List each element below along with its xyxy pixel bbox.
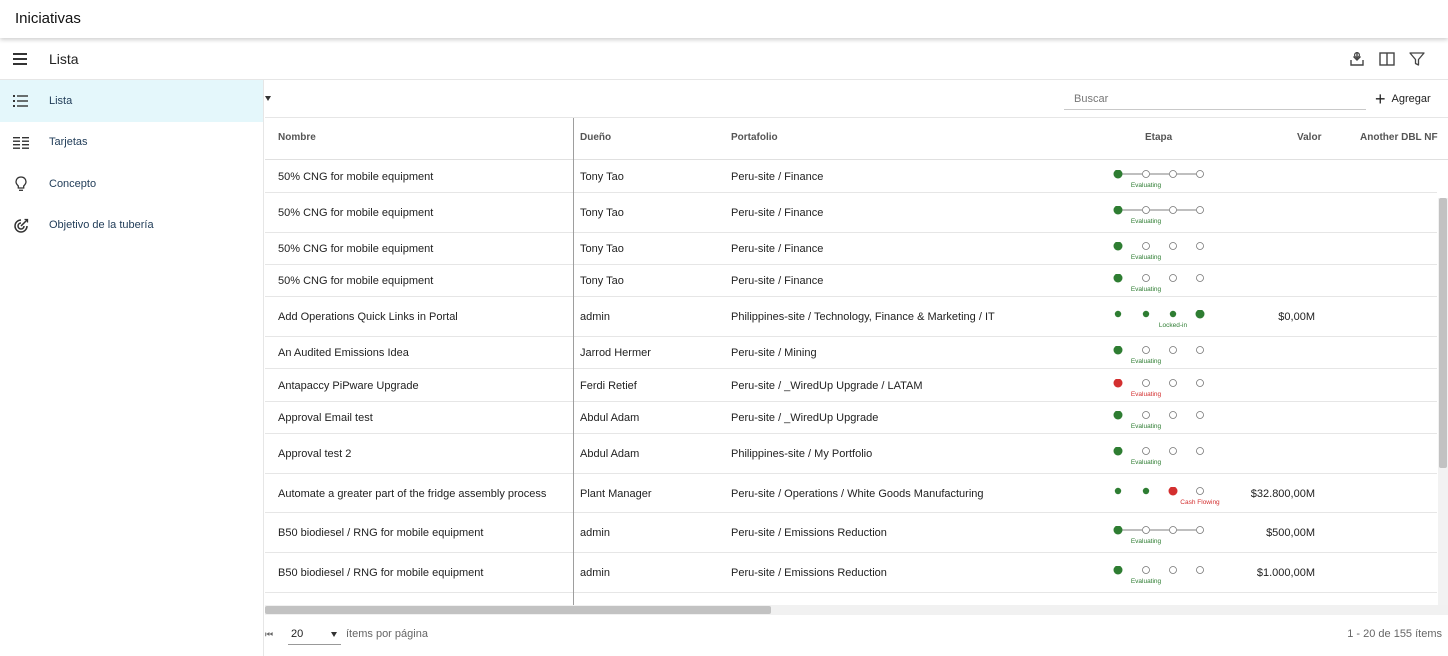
stage-dot bbox=[1143, 207, 1150, 214]
stage-dot bbox=[1197, 207, 1204, 214]
stage-dot bbox=[1197, 527, 1204, 534]
cell-portfolio: Peru-site / _WiredUp Upgrade bbox=[731, 412, 879, 424]
cell-portfolio: Peru-site / _WiredUp Upgrade / LATAM bbox=[731, 380, 923, 392]
stage-dot bbox=[1143, 412, 1150, 419]
sidebar-item-tarjetas[interactable] bbox=[0, 122, 263, 164]
stage-label: Evaluating bbox=[1130, 182, 1162, 189]
first-page-icon[interactable]: ⏮ bbox=[265, 629, 274, 639]
cell-portfolio: Peru-site / Emissions Reduction bbox=[731, 567, 887, 579]
columns-icon[interactable] bbox=[1377, 49, 1397, 69]
cell-name: 50% CNG for mobile equipment bbox=[278, 207, 434, 219]
stage-tracker bbox=[1109, 411, 1209, 431]
stage-tracker bbox=[1109, 310, 1209, 330]
grid-header bbox=[265, 118, 1448, 160]
stage-dot bbox=[1170, 347, 1177, 354]
cell-portfolio: Peru-site / Finance bbox=[731, 243, 824, 255]
cell-name: 50% CNG for mobile equipment bbox=[278, 275, 434, 287]
stage-dot bbox=[1143, 567, 1150, 574]
stage-dot bbox=[1196, 310, 1205, 319]
app-title: Iniciativas bbox=[15, 10, 81, 27]
sidebar-item-label: Lista bbox=[49, 94, 73, 107]
stage-dot bbox=[1114, 566, 1123, 575]
stage-dot bbox=[1143, 347, 1150, 354]
cell-owner: Tony Tao bbox=[580, 243, 624, 255]
stage-tracker bbox=[1109, 487, 1220, 507]
table-row[interactable] bbox=[265, 233, 1437, 265]
table-row[interactable] bbox=[265, 265, 1437, 297]
table-row[interactable] bbox=[265, 193, 1437, 233]
stage-label: Evaluating bbox=[1130, 218, 1162, 225]
cell-name: Automate a greater part of the fridge assembly process bbox=[278, 488, 547, 500]
cell-owner: Tony Tao bbox=[580, 207, 624, 219]
table-row[interactable] bbox=[265, 434, 1437, 474]
cell-owner: Tony Tao bbox=[580, 275, 624, 287]
table-row[interactable] bbox=[265, 553, 1437, 593]
target-icon bbox=[12, 217, 30, 235]
cell-value: $1.000,00M bbox=[1256, 567, 1315, 579]
search-row bbox=[265, 80, 1448, 118]
table-row[interactable] bbox=[265, 369, 1437, 402]
cards-icon bbox=[12, 134, 30, 152]
horizontal-scrollbar-thumb[interactable] bbox=[265, 606, 771, 614]
column-header-owner[interactable]: Dueño bbox=[580, 132, 612, 143]
cell-owner: Jarrod Hermer bbox=[580, 347, 651, 359]
page-title: Lista bbox=[49, 51, 79, 67]
stage-dot bbox=[1114, 274, 1123, 283]
stage-dot bbox=[1143, 275, 1150, 282]
stage-dot bbox=[1169, 487, 1178, 496]
cell-owner: Plant Manager bbox=[580, 488, 652, 500]
stage-dot bbox=[1170, 527, 1177, 534]
stage-dot bbox=[1170, 448, 1177, 455]
main-content bbox=[265, 80, 1448, 656]
horizontal-scrollbar[interactable] bbox=[265, 605, 1448, 615]
table-row[interactable] bbox=[265, 160, 1437, 193]
cell-value: $32.800,00M bbox=[1250, 488, 1315, 500]
toolbar bbox=[0, 38, 1448, 80]
cell-owner: Ferdi Retief bbox=[580, 380, 637, 392]
stage-tracker bbox=[1109, 379, 1209, 399]
stage-dot bbox=[1197, 171, 1204, 178]
stage-dot bbox=[1197, 412, 1204, 419]
stage-dot bbox=[1197, 567, 1204, 574]
stage-dot bbox=[1170, 380, 1177, 387]
stage-dot bbox=[1114, 447, 1123, 456]
table-row[interactable] bbox=[265, 297, 1437, 337]
stage-dot bbox=[1143, 311, 1149, 317]
page-range-label: 1 - 20 de 155 ítems bbox=[1347, 628, 1442, 640]
cell-name: B50 biodiesel / RNG for mobile equipment bbox=[278, 527, 484, 539]
cell-name: B50 biodiesel / RNG for mobile equipment bbox=[278, 567, 484, 579]
paginator bbox=[265, 615, 1448, 656]
cell-portfolio: Peru-site / Finance bbox=[731, 207, 824, 219]
stage-dot bbox=[1114, 526, 1123, 535]
stage-dot bbox=[1143, 380, 1150, 387]
table-row[interactable] bbox=[265, 474, 1437, 513]
stage-dot bbox=[1170, 207, 1177, 214]
add-button-label: Agregar bbox=[1391, 93, 1431, 105]
column-header-stage[interactable]: Etapa bbox=[1145, 132, 1173, 143]
stage-dot bbox=[1114, 206, 1123, 215]
stage-tracker bbox=[1109, 170, 1209, 190]
vertical-scrollbar[interactable] bbox=[1438, 198, 1448, 605]
page-size-select[interactable] bbox=[288, 623, 341, 645]
page-size-value: 20 bbox=[291, 628, 304, 640]
cell-owner: Abdul Adam bbox=[580, 448, 640, 460]
stage-dot bbox=[1170, 311, 1176, 317]
cell-owner: admin bbox=[580, 527, 610, 539]
stage-dot bbox=[1170, 275, 1177, 282]
stage-dot bbox=[1143, 171, 1150, 178]
stage-tracker bbox=[1109, 206, 1209, 226]
filter-icon[interactable] bbox=[1407, 49, 1427, 69]
stage-dot bbox=[1197, 448, 1204, 455]
sidebar bbox=[0, 80, 264, 656]
table-row[interactable] bbox=[265, 337, 1437, 369]
column-header-portfolio[interactable]: Portafolio bbox=[731, 132, 778, 143]
stage-dot bbox=[1114, 411, 1123, 420]
stage-dot bbox=[1197, 275, 1204, 282]
stage-label: Evaluating bbox=[1130, 423, 1162, 430]
caret-down-icon[interactable] bbox=[265, 96, 271, 101]
stage-tracker bbox=[1109, 566, 1209, 586]
stage-label: Evaluating bbox=[1130, 538, 1162, 545]
cell-portfolio: Peru-site / Finance bbox=[731, 275, 824, 287]
sidebar-item-objetivo[interactable] bbox=[0, 205, 263, 247]
cell-name: Approval Email test bbox=[278, 412, 373, 424]
stage-dot bbox=[1197, 488, 1204, 495]
column-header-value[interactable]: Valor bbox=[1297, 132, 1322, 143]
stage-dot bbox=[1143, 527, 1150, 534]
export-icon[interactable] bbox=[1347, 49, 1367, 69]
stage-label: Cash Flowing bbox=[1180, 499, 1220, 506]
vertical-scrollbar-thumb[interactable] bbox=[1439, 198, 1447, 468]
caret-down-icon bbox=[331, 632, 337, 637]
stage-dot bbox=[1143, 243, 1150, 250]
cell-portfolio: Philippines-site / My Portfolio bbox=[731, 448, 873, 460]
cell-portfolio: Peru-site / Operations / White Goods Manufacturing bbox=[731, 488, 984, 500]
app-header bbox=[0, 0, 1448, 38]
menu-icon[interactable] bbox=[10, 49, 30, 69]
column-header-extra[interactable]: Another DBL NF bbox=[1360, 132, 1438, 143]
stage-dot bbox=[1170, 567, 1177, 574]
stage-dot bbox=[1115, 311, 1121, 317]
stage-dot bbox=[1170, 171, 1177, 178]
stage-tracker bbox=[1109, 274, 1209, 294]
cell-name: An Audited Emissions Idea bbox=[278, 347, 409, 359]
stage-dot bbox=[1197, 380, 1204, 387]
cell-portfolio: Philippines-site / Technology, Finance & Marketing / IT bbox=[731, 311, 995, 323]
stage-dot bbox=[1114, 170, 1123, 179]
lightbulb-icon bbox=[12, 175, 30, 193]
stage-tracker bbox=[1109, 242, 1209, 262]
items-per-page-label: ítems por página bbox=[346, 628, 428, 640]
stage-label: Evaluating bbox=[1130, 286, 1162, 293]
stage-dot bbox=[1114, 346, 1123, 355]
cell-name: Antapaccy PiPware Upgrade bbox=[278, 380, 419, 392]
plus-icon: + bbox=[1375, 89, 1386, 109]
cell-portfolio: Peru-site / Finance bbox=[731, 171, 824, 183]
stage-dot bbox=[1114, 379, 1123, 388]
stage-label: Evaluating bbox=[1130, 391, 1162, 398]
stage-dot bbox=[1143, 488, 1149, 494]
sidebar-item-label: Objetivo de la tubería bbox=[49, 219, 154, 232]
cell-value: $500,00M bbox=[1266, 527, 1315, 539]
stage-label: Evaluating bbox=[1130, 459, 1162, 466]
cell-owner: admin bbox=[580, 311, 610, 323]
stage-tracker bbox=[1109, 526, 1209, 546]
cell-name: 50% CNG for mobile equipment bbox=[278, 243, 434, 255]
list-icon bbox=[12, 92, 30, 110]
grid-body bbox=[265, 160, 1437, 593]
stage-label: Locked-in bbox=[1158, 322, 1188, 329]
stage-dot bbox=[1170, 412, 1177, 419]
cell-owner: admin bbox=[580, 567, 610, 579]
table-row[interactable] bbox=[265, 402, 1437, 434]
stage-tracker bbox=[1109, 346, 1209, 366]
stage-label: Evaluating bbox=[1130, 254, 1162, 261]
sidebar-item-lista[interactable] bbox=[0, 80, 263, 122]
cell-portfolio: Peru-site / Emissions Reduction bbox=[731, 527, 887, 539]
cell-owner: Tony Tao bbox=[580, 171, 624, 183]
cell-owner: Abdul Adam bbox=[580, 412, 640, 424]
cell-name: 50% CNG for mobile equipment bbox=[278, 171, 434, 183]
column-divider[interactable] bbox=[573, 118, 574, 605]
data-grid bbox=[265, 118, 1448, 605]
stage-tracker bbox=[1109, 447, 1209, 467]
cell-value: $0,00M bbox=[1278, 311, 1315, 323]
cell-portfolio: Peru-site / Mining bbox=[731, 347, 817, 359]
add-button[interactable] bbox=[1375, 90, 1431, 108]
stage-dot bbox=[1143, 448, 1150, 455]
search-input[interactable] bbox=[1064, 88, 1366, 110]
cell-name: Add Operations Quick Links in Portal bbox=[278, 311, 458, 323]
stage-dot bbox=[1115, 488, 1121, 494]
sidebar-item-concepto[interactable] bbox=[0, 163, 263, 205]
stage-label: Evaluating bbox=[1130, 578, 1162, 585]
stage-dot bbox=[1197, 243, 1204, 250]
stage-label: Evaluating bbox=[1130, 358, 1162, 365]
stage-dot bbox=[1170, 243, 1177, 250]
cell-name: Approval test 2 bbox=[278, 448, 352, 460]
table-row[interactable] bbox=[265, 513, 1437, 553]
stage-dot bbox=[1114, 242, 1123, 251]
sidebar-item-label: Tarjetas bbox=[49, 136, 88, 149]
stage-dot bbox=[1197, 347, 1204, 354]
sidebar-item-label: Concepto bbox=[49, 177, 97, 190]
column-header-name[interactable]: Nombre bbox=[278, 132, 316, 143]
